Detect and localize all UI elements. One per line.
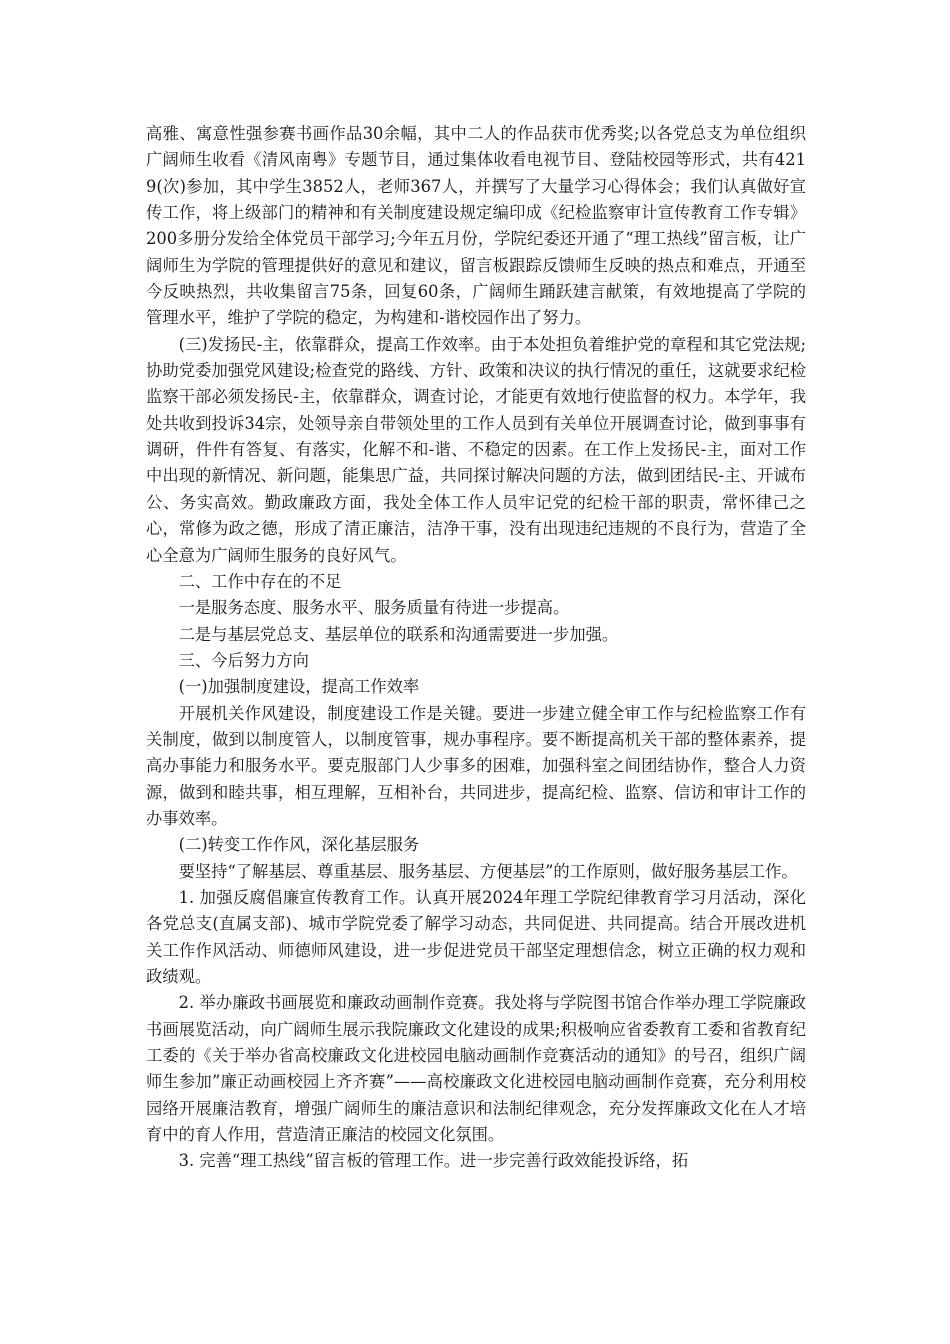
paragraph-5: 二是与基层党总支、基层单位的联系和沟通需要进一步加强。 (178, 624, 619, 644)
paragraph-10: 要坚持“了解基层、尊重基层、服务基层、方便基层”的工作原则，做好服务基层工作。 (178, 861, 798, 881)
paragraph-8: 开展机关作风建设，制度建设工作是关键。要进一步建立健全审工作与纪检监察工作有关制度，做到以制度管人，以制度管事，规办事程序。要不断提高机关干部的整体素养，提高办事能力和服务水平。要克服部门人少事多的困难，加强科室之间团结协作，整合人力资源，做到和睦共事，相互理解，互相补台，共同进步，提高纪检、监察、信访和审计工作的办事效率。 (146, 703, 806, 828)
paragraph-1: 高雅、寓意性强参赛书画作品30余幅，其中二人的作品获市优秀奖;以各党总支为单位组织广阔师生收看《清风南粤》专题节目，通过集体收看电视节目、登陆校园等形式，共有4219(次)参加，其中学生3852人，老师367人，并撰写了大量学习心得体会；我们认真做好宣传工作，将上级部门的精神和有关制度建设规定编印成《纪检监察审计宣传教育工作专辑》200多册分发给全体党员干部学习;今年五月份，学院纪委还开通了“理工热线”留言板，让广阔师生为学院的管理提供好的意见和建议，留言板跟踪反馈师生反映的热点和难点，开通至今反映热烈，共收集留言75条，回复60条，广阔师生踊跃建言献策，有效地提高了学院的管理水平，维护了学院的稳定，为构建和-谐校园作出了努力。 (146, 124, 806, 328)
subsection-heading-2: (二)转变工作作风，深化基层服务 (178, 835, 420, 855)
paragraph-2: (三)发扬民-主，依靠群众，提高工作效率。由于本处担负着维护党的章程和其它党法规;协助党委加强党风建设;检查党的路线、方针、政策和决议的执行情况的重任，这就要求纪检监察干部必须发扬民-主，依靠群众，调查讨论，才能更有效地行使监督的权力。本学年，我处共收到投诉34宗，处领导亲自带领处里的工作人员到有关单位开展调查讨论，做到事事有调研，件件有答复、有落实，化解不和-谐、不稳定的因素。在工作上发扬民-主，面对工作中出现的新情况、新问题，能集思广益，共同探讨解决问题的方法，做到团结民-主、开诚布公、务实高效。勤政廉政方面，我处全体工作人员牢记党的纪检干部的职责，常怀律己之心，常修为政之德，形成了清正廉洁，洁净干事，没有出现违纪违规的不良行为，营造了全心全意为广阔师生服务的良好风气。 (146, 334, 806, 565)
list-item-2: 2. 举办廉政书画展览和廉政动画制作竞赛。我处将与学院图书馆合作举办理工学院廉政书画展览活动，向广阔师生展示我院廉政文化建设的成果;积极响应省委教育工委和省教育纪工委的《关于举办省高校廉政文化进校园电脑动画制作竞赛活动的通知》的号召，组织广阔师生参加”廉正动画校园上齐齐赛”——高校廉政文化进校园电脑动画制作竞赛，充分利用校园络开展廉洁教育，增强广阔师生的廉洁意识和法制纪律观念，充分发挥廉政文化在人才培育中的育人作用，营造清正廉洁的校园文化氛围。 (146, 993, 806, 1145)
section-heading-3: 三、今后努力方向 (178, 650, 309, 670)
section-heading-2: 二、工作中存在的不足 (178, 571, 342, 591)
list-item-3: 3. 完善“理工热线”留言板的管理工作。进一步完善行政效能投诉络，拓 (178, 1151, 689, 1171)
subsection-heading-1: (一)加强制度建设，提高工作效率 (178, 677, 420, 697)
document-body (146, 121, 806, 1175)
paragraph-4: 一是服务态度、服务水平、服务质量有待进一步提高。 (178, 598, 570, 618)
list-item-1: 1. 加强反腐倡廉宣传教育工作。认真开展2024年理工学院纪律教育学习月活动，深化各党总支(直属支部)、城市学院党委了解学习动态，共同促进、共同提高。结合开展改进机关工作作风活动、师德师风建设，进一步促进党员干部坚定理想信念，树立正确的权力观和政绩观。 (146, 887, 806, 986)
